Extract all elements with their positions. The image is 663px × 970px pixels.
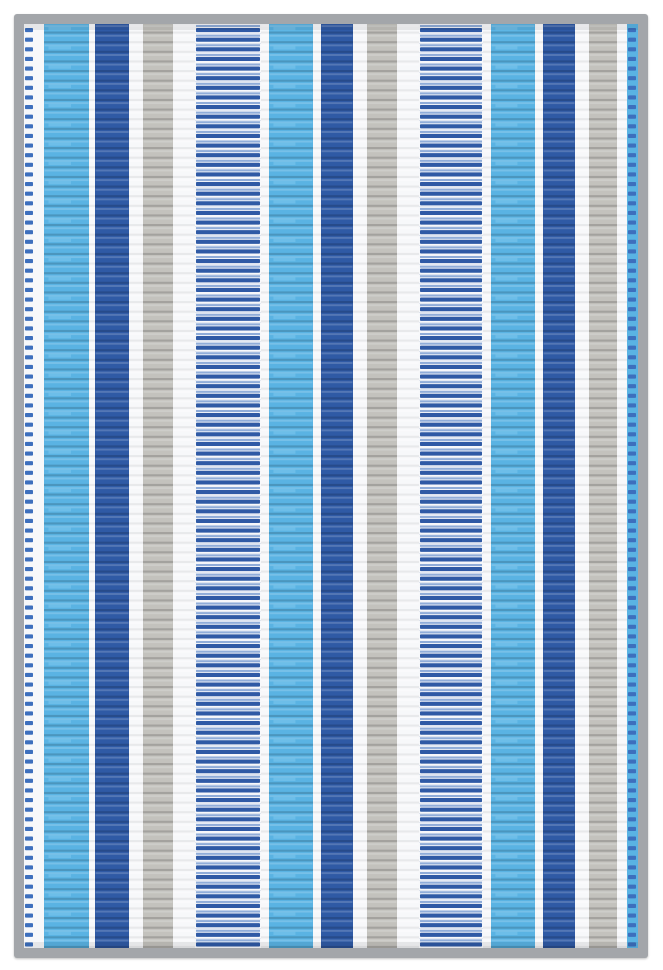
stripe-sky [491,24,535,948]
stripe-white [173,24,195,948]
stripe-sky [627,24,638,948]
stripe-white [89,24,95,948]
stripe-sky [269,24,313,948]
stripe-navy [321,24,353,948]
bottom-edge-shadow [24,942,638,948]
stripe-white [535,24,543,948]
stripe-white [24,24,44,948]
stripe-gray [143,24,173,948]
stripe-white [261,24,269,948]
stripe-white [483,24,491,948]
stripe-sky [44,24,89,948]
stripe-navy [195,24,261,948]
stripe-white [397,24,419,948]
rug-stripes [24,24,638,948]
rug-binding [14,14,648,958]
stripe-navy [419,24,483,948]
top-edge-shadow [24,24,638,30]
stripe-white [129,24,143,948]
stripe-gray [367,24,397,948]
rug-field [24,24,638,948]
stripe-white [353,24,367,948]
stripe-navy [543,24,575,948]
stripe-white [617,24,627,948]
stripe-gray [589,24,617,948]
stripe-white [575,24,589,948]
stripe-navy [95,24,129,948]
stripe-white [313,24,321,948]
